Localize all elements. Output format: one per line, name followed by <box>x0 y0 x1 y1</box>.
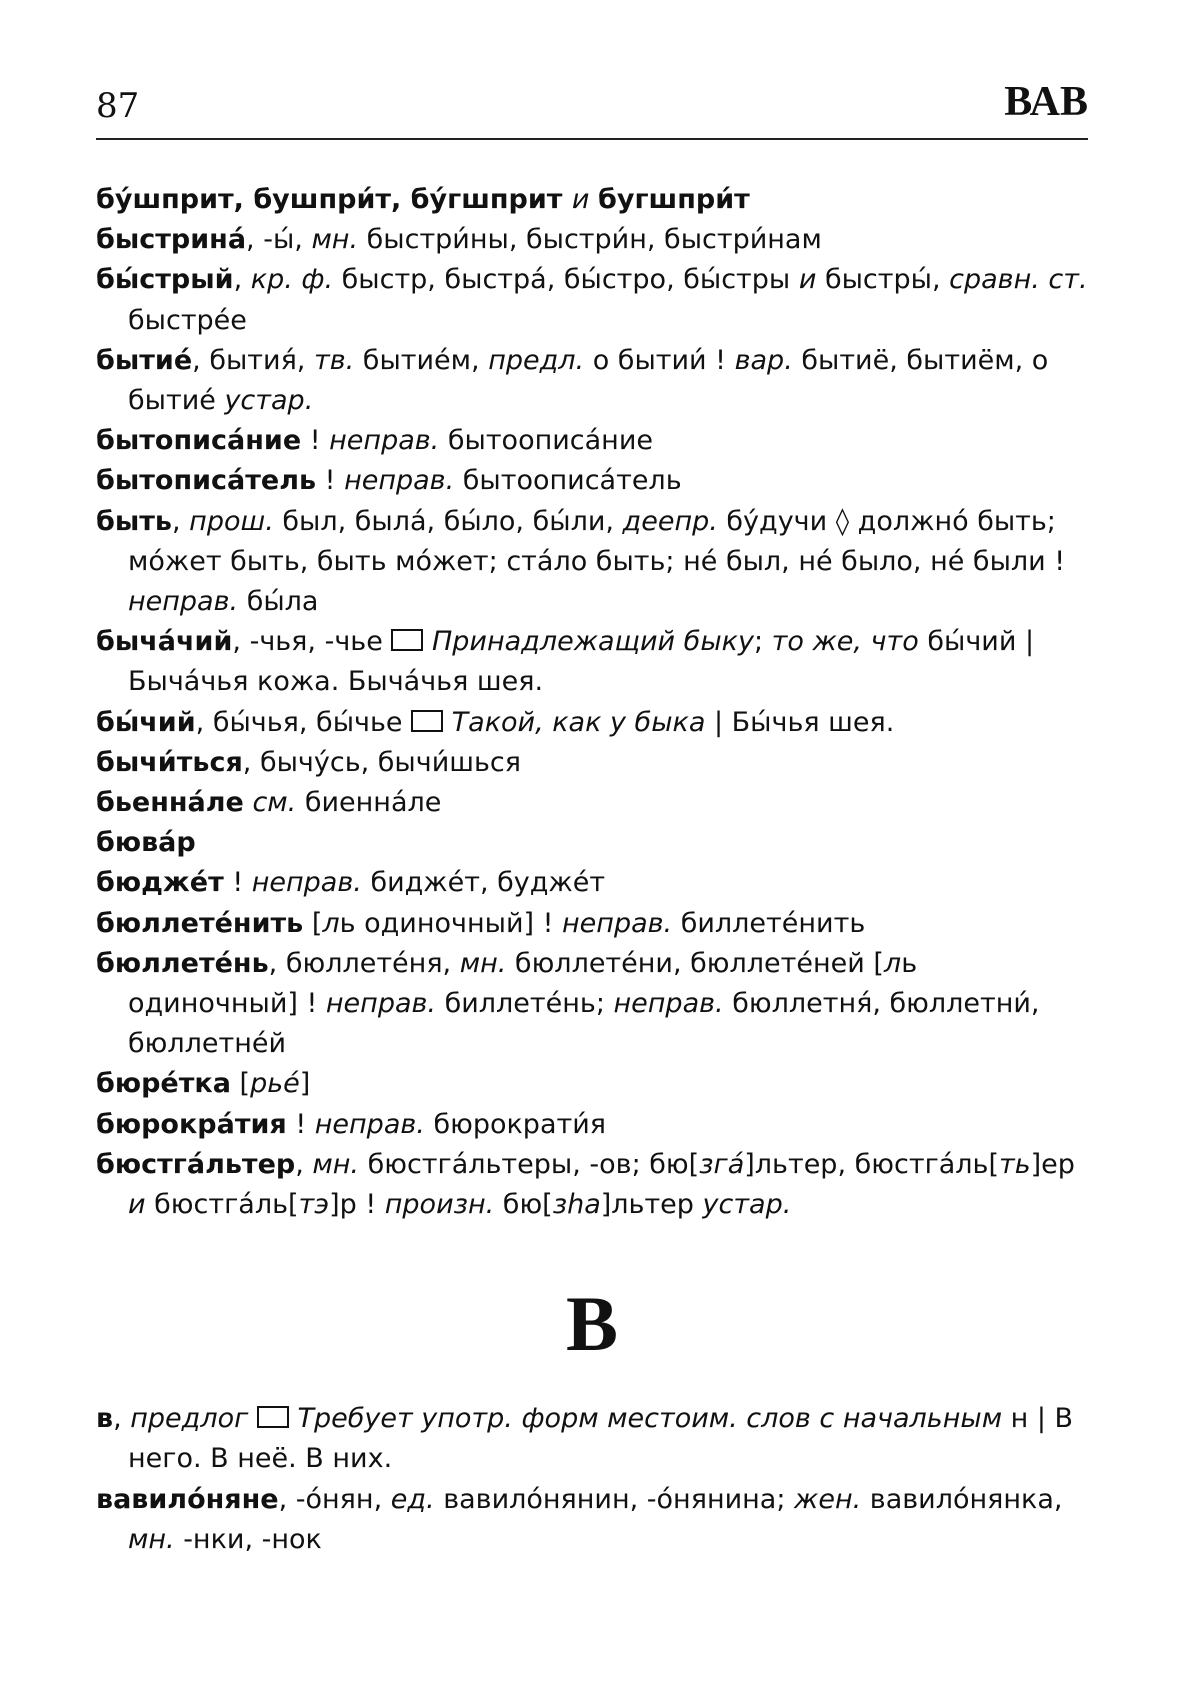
headword: бугшпри́т <box>598 184 750 215</box>
headword: бюстга́льтер <box>96 1148 296 1180</box>
italic-label: л <box>883 947 902 979</box>
definition-box-icon <box>257 1406 289 1428</box>
headword: бюллете́нить <box>96 907 304 939</box>
headword: бюллете́нь <box>96 947 269 979</box>
italic-label: неправ. <box>344 465 455 497</box>
dictionary-entry <box>96 1105 1088 1145</box>
headword: быча́чий <box>96 626 233 658</box>
entry-text: быстри́ны, быстри́н, быстри́нам <box>358 224 822 256</box>
entry-text: бюрократи́я <box>424 1108 607 1140</box>
entry-text: бюллетня́, бюллетни́, бюллетне́й <box>128 988 1040 1060</box>
dictionary-entry <box>96 783 1088 823</box>
entry-text: | Бы́чья шея. <box>705 706 895 738</box>
italic-label: прош. <box>189 505 274 537</box>
italic-label: вар. <box>734 344 793 376</box>
italic-label: мн. <box>312 1148 359 1180</box>
entry-text: ] <box>299 1068 311 1100</box>
entry-text: ! <box>286 1108 315 1140</box>
italic-label: предл. <box>488 344 585 376</box>
entry-text: , <box>295 1148 313 1180</box>
headword: бюдже́т <box>96 867 224 899</box>
italic-label: рье́ <box>250 1068 300 1100</box>
italic-label: мн. <box>459 947 507 979</box>
entry-text: , -ы́, <box>246 224 312 256</box>
dictionary-entry <box>96 341 1088 421</box>
dictionary-entry <box>96 823 1088 863</box>
entry-text: , бычу́сь, бычи́шься <box>242 746 521 778</box>
italic-label: неправ. <box>562 907 673 939</box>
italic-label: предлог <box>130 1403 249 1435</box>
entry-text: ь одиночный] ! <box>128 947 918 1020</box>
entry-text: бы́чий | Быча́чья кожа. Быча́чья шея. <box>128 626 1035 698</box>
italic-label: устар. <box>224 385 314 417</box>
dictionary-entry <box>96 1145 1088 1225</box>
italic-label: и <box>128 1189 146 1221</box>
italic-label: Принадлежащий быку <box>423 626 754 658</box>
dictionary-entry <box>96 703 1088 743</box>
entry-text: ]р ! <box>329 1189 385 1221</box>
section-letter: В <box>565 1280 619 1368</box>
italic-label: тв. <box>313 344 355 376</box>
entry-text: , -чья, -чье <box>232 626 392 658</box>
headword: вавило́няне <box>96 1483 279 1515</box>
entry-text: был, была́, бы́ло, бы́ли, <box>273 505 623 537</box>
entry-text: бу́дучи ◊ должно́ быть; мо́жет быть, быть мо́жет; ста́ло быть; не́ был, не́ было, не́ были ! <box>128 505 1066 577</box>
dictionary-entry <box>96 220 1088 260</box>
italic-label: неправ. <box>329 425 440 457</box>
italic-label: Такой, как у быка <box>443 706 706 738</box>
italic-label: произн. <box>384 1189 495 1221</box>
entry-text: бытие́м, <box>354 344 489 376</box>
italic-label: зга́ <box>699 1148 745 1180</box>
italic-label: неправ. <box>325 988 437 1020</box>
entry-text: быстре́е <box>128 304 247 336</box>
italic-label: Требует употр. форм местоим. слов с начальным <box>288 1403 1003 1435</box>
dictionary-page <box>96 70 1088 1560</box>
dictionary-entry <box>96 1480 1088 1560</box>
entries-section-v-letter <box>96 1399 1088 1560</box>
italic-label: кр. ф. <box>250 264 334 296</box>
entry-text: ь одиночный] ! <box>339 907 563 939</box>
entry-text: бытоописа́тель <box>454 465 682 497</box>
dictionary-entry <box>96 904 1088 944</box>
entry-text: бытоописа́ние <box>439 425 653 457</box>
italic-label: см. <box>252 787 297 819</box>
entry-text: ! <box>316 465 345 497</box>
italic-label: деепр. <box>622 505 718 537</box>
page-header <box>96 70 1088 140</box>
italic-label: ед. <box>390 1483 435 1515</box>
dictionary-entry <box>96 622 1088 702</box>
headword: быть <box>96 505 172 537</box>
headword: бытописа́ние <box>96 425 302 457</box>
dictionary-entry <box>96 863 1088 903</box>
entry-text: ! <box>223 867 252 899</box>
italic-label: мн. <box>311 224 359 256</box>
headword: бытие́ <box>96 344 193 376</box>
entry-text: биллете́нить <box>672 907 866 939</box>
entry-text: н | В него. В неё. В них. <box>128 1403 1074 1475</box>
entry-text: , -о́нян, <box>278 1483 391 1515</box>
entry-text: вавило́нянка, <box>861 1483 1063 1515</box>
italic-label: то же, что <box>771 626 919 658</box>
dictionary-entry <box>96 743 1088 783</box>
dictionary-entry <box>96 1064 1088 1104</box>
entry-text: о бытии́ ! <box>584 344 735 376</box>
entry-text: бидже́т, будже́т <box>361 867 606 899</box>
entry-text: бюллете́ни, бюллете́ней [ <box>506 947 884 979</box>
dictionary-entry <box>96 944 1088 1065</box>
italic-label: л <box>322 907 340 939</box>
headword: быстрина́ <box>96 224 247 256</box>
italic-label: жен. <box>794 1483 862 1515</box>
headword: бу́шприт, бушпри́т, бу́гшприт <box>96 184 572 215</box>
entry-text: бю[ <box>494 1189 553 1221</box>
entry-text: бюстга́ль[ <box>145 1189 299 1221</box>
italic-label: мн. <box>128 1523 175 1555</box>
dictionary-entry <box>96 180 1088 220</box>
entries-section-b-letter <box>96 180 1088 1225</box>
entry-text: бы́ла <box>238 586 319 618</box>
headword: бы́стрый <box>96 264 234 296</box>
italic-label: неправ. <box>251 867 362 899</box>
entry-text: ]льтер <box>600 1189 703 1221</box>
italic-label: и <box>798 264 817 296</box>
dictionary-entry <box>96 502 1088 623</box>
entry-text: , <box>233 264 251 296</box>
definition-box-icon <box>391 629 423 651</box>
headword: бюрокра́тия <box>96 1108 287 1140</box>
dictionary-entry <box>96 421 1088 461</box>
italic-label: неправ. <box>613 988 724 1020</box>
italic-label: сравн. ст. <box>949 264 1088 296</box>
italic-label: ть <box>999 1148 1031 1180</box>
definition-box-icon <box>411 710 443 732</box>
headword: бьенна́ле <box>96 787 244 819</box>
dictionary-entry <box>96 260 1088 340</box>
italic-label: неправ. <box>128 586 239 618</box>
entry-text: быстры́, <box>816 264 950 296</box>
entry-text: [ <box>303 907 323 939</box>
headword: бюва́р <box>96 827 196 859</box>
headword: бытописа́тель <box>96 465 317 497</box>
italic-label: зha <box>552 1189 601 1221</box>
headword: бычи́ться <box>96 746 243 778</box>
headword: в <box>96 1403 114 1435</box>
page-number: 87 <box>96 86 140 126</box>
entry-text: ]ер <box>1030 1148 1075 1180</box>
italic-label: устар. <box>702 1189 792 1221</box>
entry-text: биллете́нь; <box>436 988 614 1020</box>
entry-text <box>248 1403 257 1434</box>
entry-text: бытиё, бытиём, о бытие́ <box>128 344 1049 417</box>
dictionary-entry <box>96 461 1088 501</box>
entry-text: ! <box>301 425 330 457</box>
entry-text: [ <box>230 1068 251 1100</box>
italic-label: тэ <box>298 1189 330 1221</box>
italic-label: и <box>571 184 598 215</box>
entry-text: ]льтер, бюстга́ль[ <box>744 1148 999 1180</box>
running-head: ВАВ <box>1004 79 1088 125</box>
entry-text: , бюллете́ня, <box>268 947 460 979</box>
headword: бюре́тка <box>96 1068 231 1100</box>
entry-text: быстр, быстра́, бы́стро, бы́стры <box>333 264 799 296</box>
entry-text: , бы́чья, бы́чье <box>195 706 412 738</box>
entry-text: , бытия́, <box>192 344 314 376</box>
entry-text: вавило́нянин, -о́нянина; <box>434 1483 795 1515</box>
entry-text: ; <box>753 626 772 658</box>
entry-text: , <box>113 1403 131 1435</box>
dictionary-entry <box>96 1399 1088 1479</box>
entry-text: , <box>172 505 190 537</box>
italic-label: неправ. <box>314 1108 425 1140</box>
entry-text: бюстга́льтеры, -ов; бю[ <box>359 1148 700 1180</box>
headword: бы́чий <box>96 706 196 738</box>
entry-text: биенна́ле <box>296 787 442 819</box>
entry-text: -нки, -нок <box>174 1523 322 1555</box>
